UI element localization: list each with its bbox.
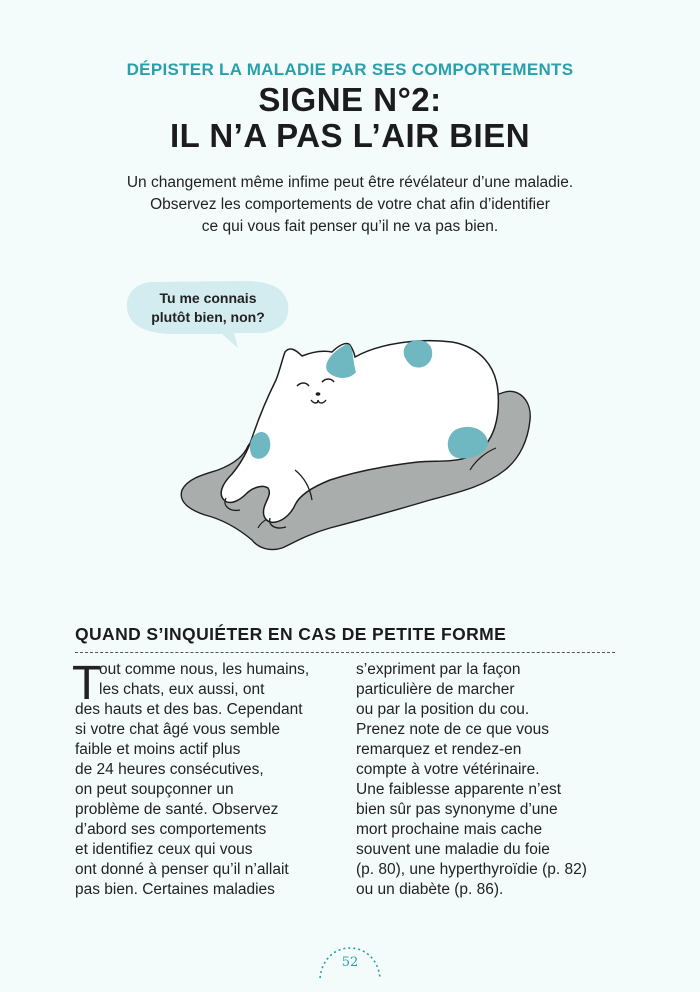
body-line: les chats, eux aussi, ont <box>99 681 265 698</box>
title-line-1: SIGNE N°2: <box>258 81 442 118</box>
body-line: problème de santé. Observez <box>75 801 279 818</box>
body-line: Prenez note de ce que vous <box>356 721 550 738</box>
body-line: si votre chat âgé vous semble <box>75 721 281 738</box>
title-line-2: IL N’A PAS L’AIR BIEN <box>169 117 531 154</box>
page-number: 52 <box>341 955 359 970</box>
dashed-divider <box>75 652 615 653</box>
intro-paragraph <box>60 172 640 238</box>
cat-spot <box>326 344 356 378</box>
bubble-line: Tu me connais <box>159 290 257 306</box>
body-line: Une faiblesse apparente n’est <box>356 781 562 798</box>
body-line: faible et moins actif plus <box>75 741 241 758</box>
speech-bubble-text <box>128 289 288 327</box>
body-line: on peut soupçonner un <box>75 781 234 798</box>
body-line: d’abord ses comportements <box>75 821 267 838</box>
intro-line: Un changement même infime peut être révélateur d’une maladie. <box>126 174 574 191</box>
intro-line: ce qui vous fait penser qu’il ne va pas bien. <box>201 218 499 235</box>
body-line: pas bien. Certaines maladies <box>75 881 275 898</box>
section-heading: QUAND S’INQUIÉTER EN CAS DE PETITE FORME <box>75 624 507 644</box>
body-line: souvent une maladie du foie <box>356 841 550 858</box>
body-line: mort prochaine mais cache <box>356 821 543 838</box>
drop-cap: T <box>72 657 102 710</box>
cat-nose <box>316 392 321 396</box>
body-line: de 24 heures consécutives, <box>75 761 264 778</box>
body-line: compte à votre vétérinaire. <box>356 761 540 778</box>
body-line: ou par la position du cou. <box>356 701 530 718</box>
body-line: remarquez et rendez-en <box>356 741 522 758</box>
section-kicker: DÉPISTER LA MALADIE PAR SES COMPORTEMENTS <box>126 60 574 79</box>
body-line: s’expriment par la façon <box>356 661 521 678</box>
body-line: et identifiez ceux qui vous <box>75 841 253 858</box>
body-line: bien sûr pas synonyme d’une <box>356 801 558 818</box>
body-line: particulière de marcher <box>356 681 515 698</box>
body-line: ou un diabète (p. 86). <box>356 881 504 898</box>
body-line: des hauts et des bas. Cependant <box>75 701 303 718</box>
body-column-left <box>75 660 330 900</box>
intro-line: Observez les comportements de votre chat afin d’identifier <box>150 196 550 213</box>
body-line: (p. 80), une hyperthyroïdie (p. 82) <box>356 861 587 878</box>
body-column-right <box>356 660 626 900</box>
body-line: out comme nous, les humains, <box>99 661 310 678</box>
bubble-line: plutôt bien, non? <box>151 309 265 325</box>
body-line: ont donné à penser qu’il n’allait <box>75 861 289 878</box>
page-title <box>0 82 700 154</box>
